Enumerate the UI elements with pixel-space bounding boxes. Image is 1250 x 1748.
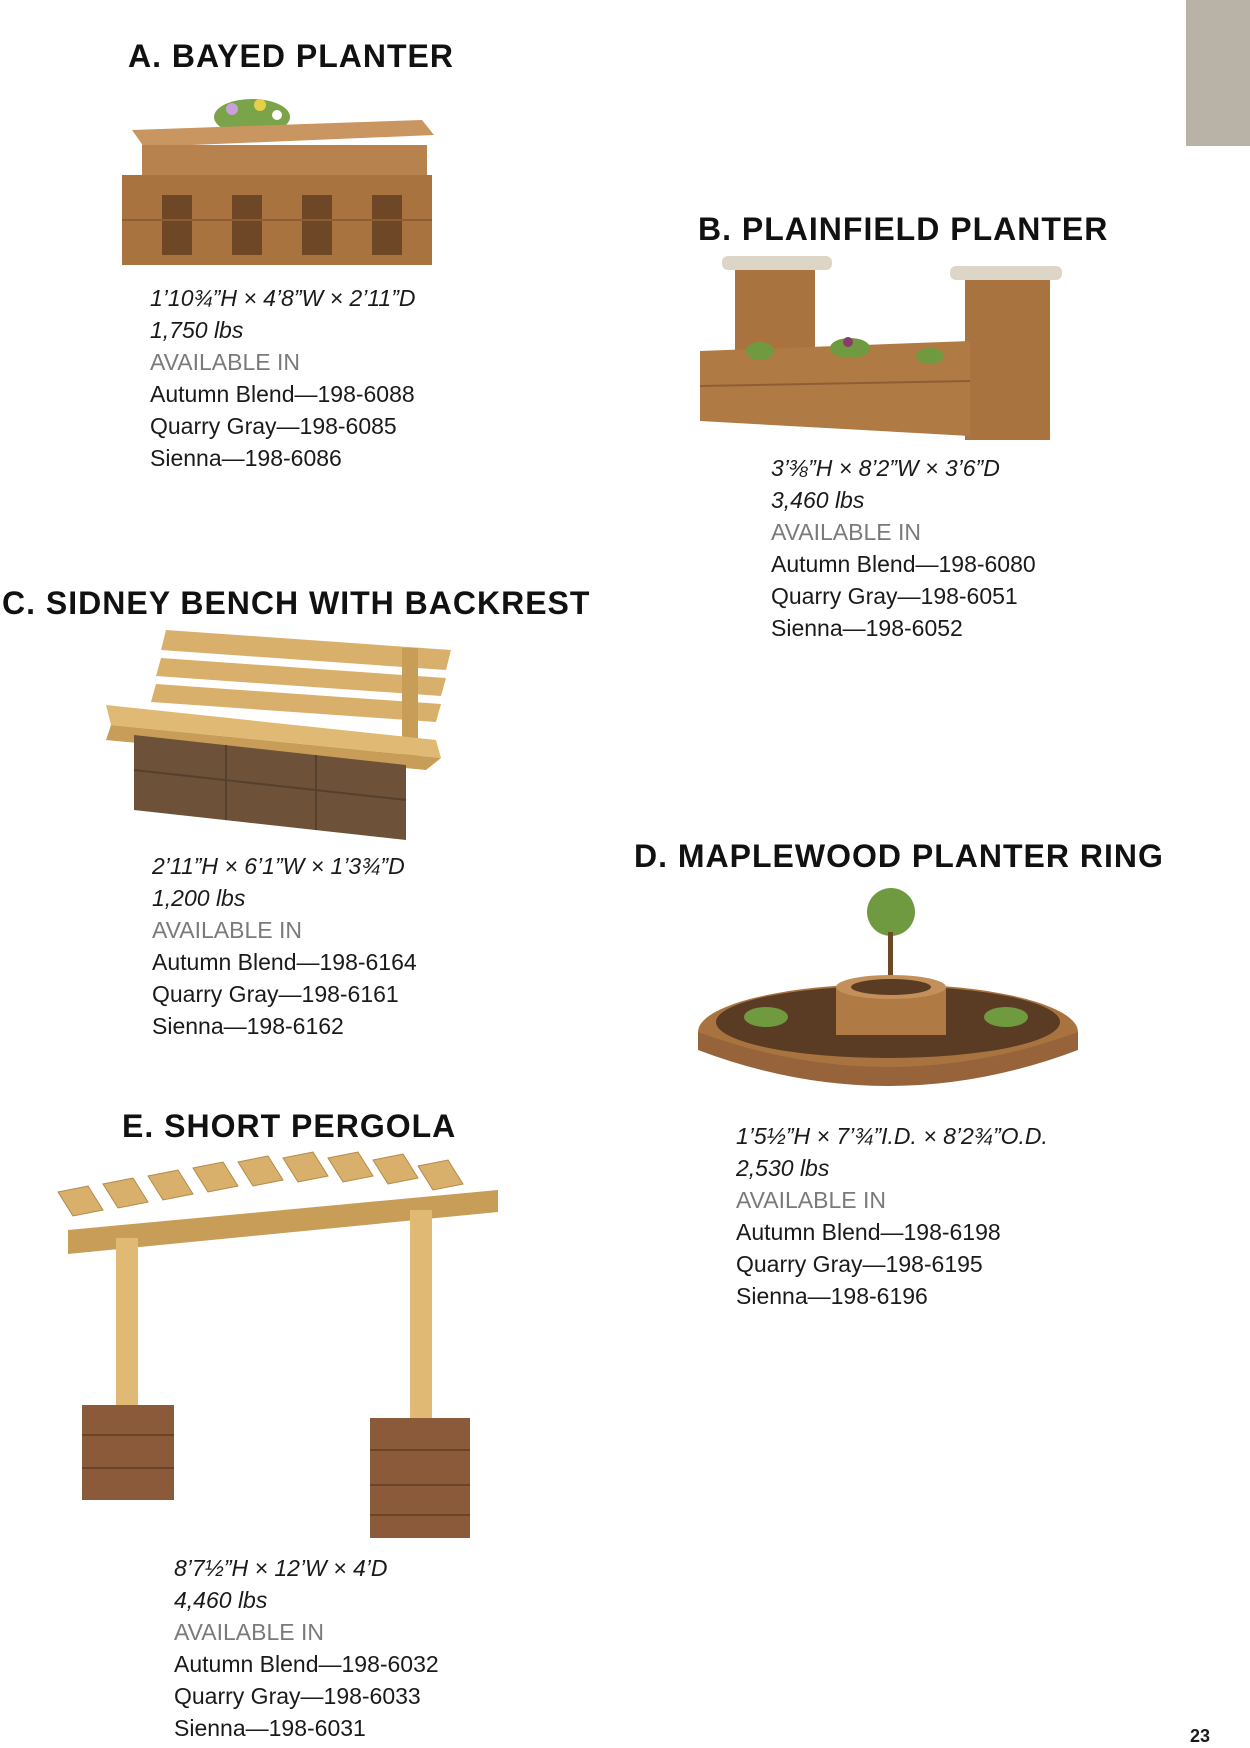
variant-item: Autumn Blend—198-6164	[152, 949, 417, 975]
page-number: 23	[1190, 1726, 1211, 1746]
variant-item: Autumn Blend—198-6198	[736, 1219, 1001, 1245]
product-title-maplewood-planter-ring: D. MAPLEWOOD PLANTER RING	[634, 838, 1164, 874]
spec-block-short-pergola	[174, 1552, 439, 1744]
variant-item: Autumn Blend—198-6080	[771, 551, 1036, 577]
dimensions: 3’⅜”H × 8’2”W × 3’6”D	[771, 455, 1000, 481]
variant-item: Sienna—198-6086	[150, 445, 342, 471]
variant-item: Quarry Gray—198-6051	[771, 583, 1018, 609]
variant-item: Quarry Gray—198-6161	[152, 981, 399, 1007]
available-label: AVAILABLE IN	[174, 1619, 324, 1645]
variant-item: Quarry Gray—198-6033	[174, 1683, 421, 1709]
product-title-bayed-planter: A. BAYED PLANTER	[128, 38, 454, 74]
sidney-bench-image	[106, 630, 456, 840]
product-title-short-pergola: E. SHORT PERGOLA	[122, 1108, 457, 1144]
variant-item: Sienna—198-6031	[174, 1715, 366, 1741]
spec-block-bayed-planter	[150, 282, 415, 474]
dimensions: 2’11”H × 6’1”W × 1’3¾”D	[152, 853, 405, 879]
variant-item: Sienna—198-6162	[152, 1013, 344, 1039]
dimensions: 1’10¾”H × 4’8”W × 2’11”D	[150, 285, 416, 311]
weight: 3,460 lbs	[771, 487, 865, 513]
variant-item: Autumn Blend—198-6088	[150, 381, 415, 407]
spec-block-plainfield-planter	[771, 452, 1036, 644]
variant-item: Sienna—198-6052	[771, 615, 963, 641]
short-pergola-image	[58, 1150, 503, 1545]
spec-block-sidney-bench	[152, 850, 417, 1042]
available-label: AVAILABLE IN	[152, 917, 302, 943]
variant-item: Quarry Gray—198-6195	[736, 1251, 983, 1277]
dimensions: 8’7½”H × 12’W × 4’D	[174, 1555, 388, 1581]
variant-item: Sienna—198-6196	[736, 1283, 928, 1309]
available-label: AVAILABLE IN	[771, 519, 921, 545]
weight: 2,530 lbs	[736, 1155, 830, 1181]
maplewood-planter-ring-image	[696, 882, 1080, 1092]
plainfield-planter-image	[700, 256, 1080, 446]
weight: 1,200 lbs	[152, 885, 246, 911]
bayed-planter-image	[122, 95, 440, 275]
product-title-plainfield-planter: B. PLAINFIELD PLANTER	[698, 211, 1109, 247]
weight: 1,750 lbs	[150, 317, 244, 343]
spec-block-maplewood-planter-ring	[736, 1120, 1048, 1312]
available-label: AVAILABLE IN	[736, 1187, 886, 1213]
weight: 4,460 lbs	[174, 1587, 268, 1613]
available-label: AVAILABLE IN	[150, 349, 300, 375]
dimensions: 1’5½”H × 7’¾”I.D. × 8’2¾”O.D.	[736, 1123, 1048, 1149]
product-title-sidney-bench: C. SIDNEY BENCH WITH BACKREST	[2, 585, 591, 621]
section-tab	[1186, 0, 1250, 146]
variant-item: Quarry Gray—198-6085	[150, 413, 397, 439]
variant-item: Autumn Blend—198-6032	[174, 1651, 439, 1677]
